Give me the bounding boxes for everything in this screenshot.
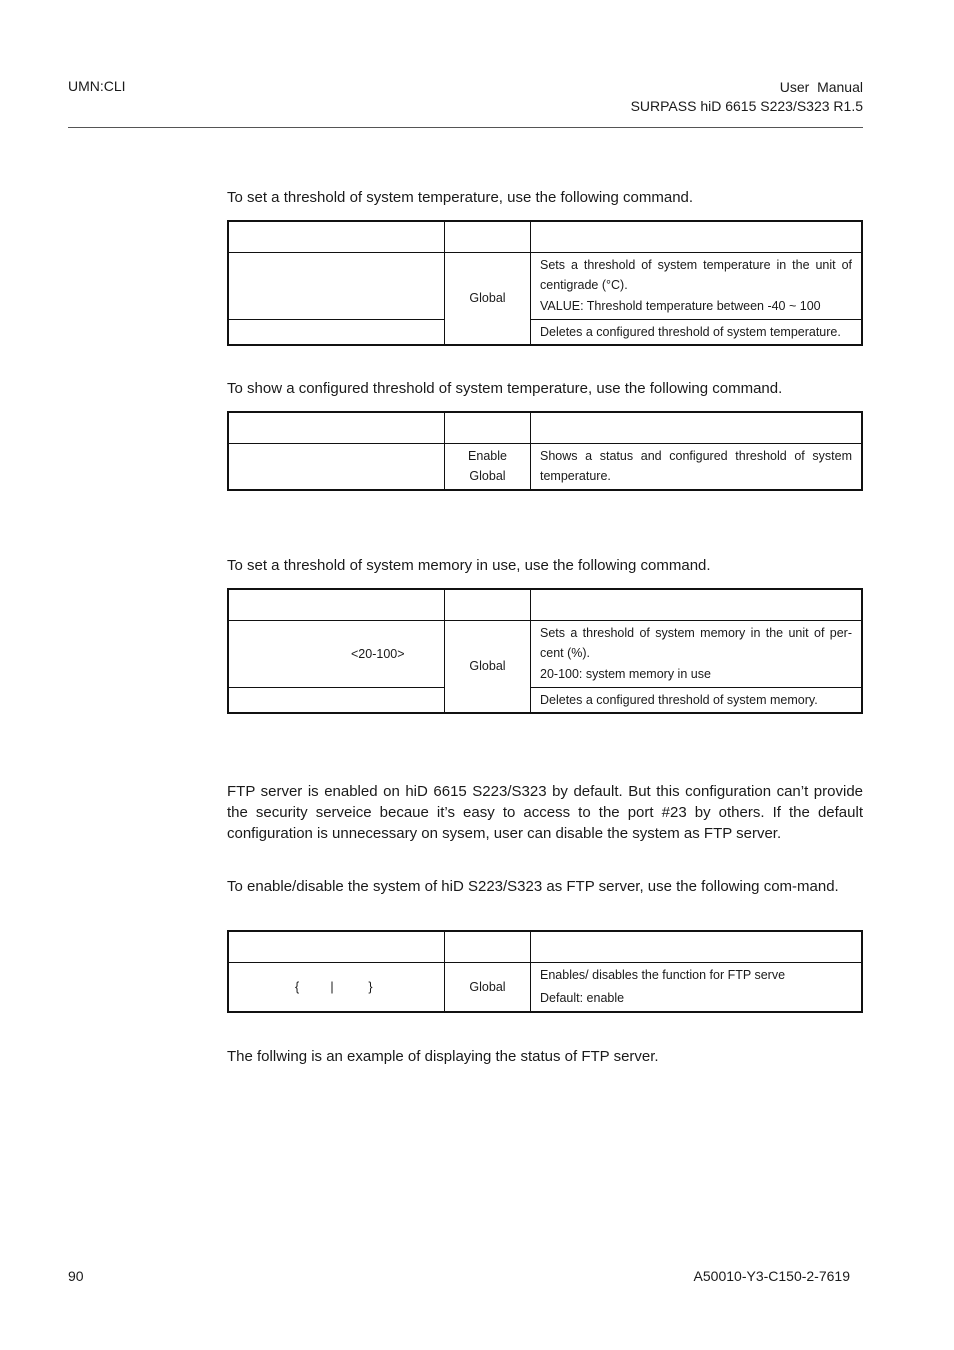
table-header-row xyxy=(228,589,862,620)
ftp-intro-paragraph: FTP server is enabled on hiD 6615 S223/S323 by default. But this configuration can’t provide the security serveice becaue it’s easy to access to the port #23 by others. If the default configuration is unnecessary on sysem, user can disable the system as FTP server. xyxy=(227,783,863,842)
command-cell xyxy=(228,252,445,319)
description-cell: Deletes a configured threshold of system memory. xyxy=(531,687,863,713)
command-cell xyxy=(228,687,445,713)
mode-header-cell xyxy=(445,412,531,443)
ftp-command-intro: To enable/disable the system of hiD S223/S323 as FTP server, use the following com-mand. xyxy=(227,878,839,895)
mode-header-cell xyxy=(445,589,531,620)
command-cell xyxy=(228,962,445,1012)
command-cell xyxy=(228,319,445,345)
mode-cell: Global xyxy=(445,620,531,713)
description-cell xyxy=(531,962,863,1012)
command-header-cell xyxy=(228,221,445,252)
table-header-row xyxy=(228,412,862,443)
header-left: UMN:CLI xyxy=(68,78,126,94)
header-title: User Manual xyxy=(779,79,863,95)
description-line: VALUE: Threshold temperature between -40 ~ 100 xyxy=(540,298,821,313)
table-row xyxy=(228,443,862,490)
command-argument: <20-100> xyxy=(351,646,405,661)
mode-cell xyxy=(445,443,531,490)
header-divider xyxy=(68,127,863,128)
document-id: A50010-Y3-C150-2-7619 xyxy=(693,1268,850,1284)
mem-set-table xyxy=(227,588,863,714)
temp-set-intro: To set a threshold of system temperature, use the following command. xyxy=(227,189,694,206)
mode-cell: Global xyxy=(445,962,531,1012)
table-header-row xyxy=(228,221,862,252)
mode-header-cell xyxy=(445,221,531,252)
description-header-cell xyxy=(531,931,863,962)
command-header-cell xyxy=(228,412,445,443)
table-row xyxy=(228,687,862,713)
description-line: Default: enable xyxy=(540,991,625,1005)
table-row xyxy=(228,962,862,1012)
temp-set-table xyxy=(227,220,863,346)
table-row xyxy=(228,252,862,319)
description-cell: Shows a status and configured threshold of system temperature. xyxy=(531,443,863,490)
description-line: Sets a threshold of system temperature in the unit of centigrade (°C). xyxy=(540,257,852,293)
mem-set-intro: To set a threshold of system memory in use, use the following command. xyxy=(227,557,711,574)
description-header-cell xyxy=(531,221,863,252)
mode-line: Enable xyxy=(468,449,507,463)
command-cell xyxy=(228,620,445,687)
mode-header-cell xyxy=(445,931,531,962)
command-argument: { | } xyxy=(295,979,373,994)
description-header-cell xyxy=(531,589,863,620)
command-header-cell xyxy=(228,931,445,962)
description-line: Sets a threshold of system memory in the unit of per-cent (%). xyxy=(540,625,852,661)
page-number: 90 xyxy=(68,1268,84,1284)
description-header-cell xyxy=(531,412,863,443)
table-header-row xyxy=(228,931,862,962)
header-product: SURPASS hiD 6615 S223/S323 R1.5 xyxy=(630,98,863,114)
table-row xyxy=(228,620,862,687)
description-line: Enables/ disables the function for FTP serve xyxy=(540,967,786,982)
description-cell: Deletes a configured threshold of system temperature. xyxy=(531,319,863,345)
mode-line: Global xyxy=(469,469,506,483)
temp-show-table xyxy=(227,411,863,491)
description-cell xyxy=(531,620,863,687)
header-right xyxy=(631,78,863,116)
description-line: 20-100: system memory in use xyxy=(540,666,711,681)
table-row xyxy=(228,319,862,345)
command-header-cell xyxy=(228,589,445,620)
ftp-example-intro: The follwing is an example of displaying the status of FTP server. xyxy=(227,1048,659,1065)
temp-show-intro: To show a configured threshold of system temperature, use the following command. xyxy=(227,380,783,397)
description-cell xyxy=(531,252,863,319)
command-cell xyxy=(228,443,445,490)
mode-cell: Global xyxy=(445,252,531,345)
ftp-table xyxy=(227,930,863,1013)
